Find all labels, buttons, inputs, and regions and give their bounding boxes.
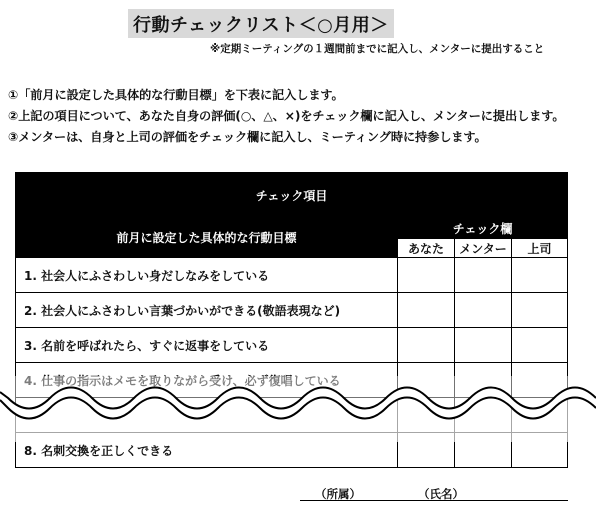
- check-cell-self[interactable]: [398, 328, 455, 363]
- instruction-2: ②上記の項目について、あなた自身の評価(○、△、×)をチェック欄に記入し、メンターに提出します。: [8, 109, 565, 123]
- instruction-1: ①「前月に設定した具体的な行動目標」を下表に記入します。: [8, 88, 344, 102]
- goal-text: 8. 名刺交換を正しくできる: [16, 433, 398, 468]
- omission-wave: [0, 376, 596, 442]
- instructions: [8, 85, 564, 148]
- check-cell-boss[interactable]: [512, 293, 568, 328]
- check-col-self: あなた: [398, 239, 455, 258]
- check-col-boss: 上司: [512, 239, 568, 258]
- goal-column-header: 前月に設定した具体的な行動目標: [16, 218, 398, 258]
- check-cell-boss[interactable]: [512, 328, 568, 363]
- table-row: [16, 328, 568, 363]
- table-row: [16, 258, 568, 293]
- signature-line: [300, 500, 568, 501]
- page-title: 行動チェックリスト＜○月用＞: [128, 9, 394, 38]
- goal-text: 1. 社会人にふさわしい身だしなみをしている: [16, 258, 398, 293]
- check-cell-mentor[interactable]: [455, 258, 512, 293]
- check-col-mentor: メンター: [455, 239, 512, 258]
- instruction-3: ③メンターは、自身と上司の評価をチェック欄に記入し、ミーティング時に持参します。: [8, 130, 487, 144]
- goal-text: 3. 名前を呼ばれたら、すぐに返事をしている: [16, 328, 398, 363]
- submission-note: ※定期ミーティングの１週間前までに記入し、メンターに提出すること: [210, 43, 545, 55]
- check-cell-mentor[interactable]: [455, 328, 512, 363]
- table-row: [16, 293, 568, 328]
- check-cell-self[interactable]: [398, 258, 455, 293]
- name-label: （氏名）: [418, 487, 464, 501]
- check-cell-mentor[interactable]: [455, 293, 512, 328]
- check-cell-self[interactable]: [398, 293, 455, 328]
- check-column-header: チェック欄: [398, 218, 568, 239]
- goal-text: 2. 社会人にふさわしい言葉づかいができる(敬語表現など): [16, 293, 398, 328]
- check-cell-boss[interactable]: [512, 258, 568, 293]
- affiliation-label: （所属）: [315, 487, 361, 501]
- check-items-header: チェック項目: [16, 173, 568, 218]
- goal-text: 4. 仕事の指示はメモを取りながら受け、必ず復唱している: [16, 363, 398, 398]
